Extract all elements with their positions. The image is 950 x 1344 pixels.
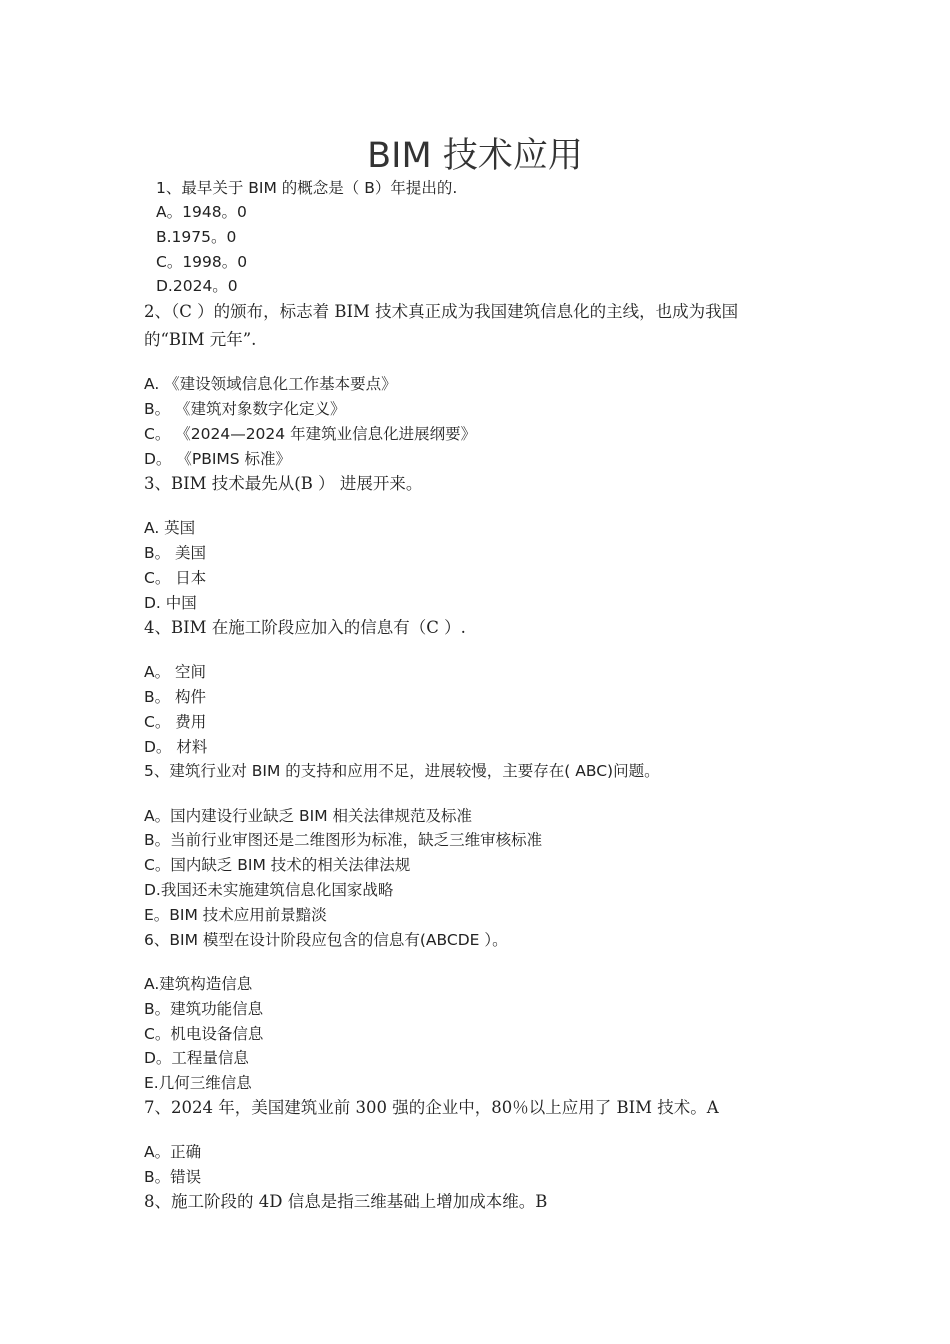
document-title: BIM 技术应用 [367,136,583,176]
question-6: 6、BIM 模型在设计阶段应包含的信息有(ABCDE ）。 [144,931,508,949]
question-8: 8、施工阶段的 4D 信息是指三维基础上增加成本维。B [144,1192,548,1211]
option-line: C。1998。0 [156,253,248,271]
option-line: D。 《PBIMS 标准》 [144,450,292,468]
question-7: 7、2024 年，美国建筑业前 300 强的企业中，80％以上应用了 BIM 技术。A [144,1098,719,1117]
option-line: B。 《建筑对象数字化定义》 [144,400,346,418]
option-line: A. 英国 [144,519,196,537]
option-line: D. 中国 [144,594,197,612]
option-line: A.建筑构造信息 [144,975,253,993]
option-line: E.几何三维信息 [144,1074,252,1092]
option-line: A. 《建设领域信息化工作基本要点》 [144,375,397,393]
option-line: B。 构件 [144,688,207,706]
option-line: B。当前行业审图还是二维图形为标准，缺乏三维审核标准 [144,831,543,849]
question-2-continued: 的“BIM 元年”. [144,330,257,349]
option-line: C。 费用 [144,713,207,731]
option-line: C。 《2024—2024 年建筑业信息化进展纲要》 [144,425,477,443]
question-3: 3、BIM 技术最先从(B ） 进展开来。 [144,474,423,493]
option-line: E。BIM 技术应用前景黯淡 [144,906,327,924]
option-line: A。 空间 [144,663,207,681]
option-line: A。正确 [144,1143,202,1161]
question-4: 4、BIM 在施工阶段应加入的信息有（C ）. [144,618,466,637]
option-line: B。错误 [144,1168,202,1186]
option-line: A。1948。0 [156,203,247,221]
question-5: 5、建筑行业对 BIM 的支持和应用不足，进展较慢，主要存在( ABC)问题。 [144,762,660,780]
option-line: D.我国还未实施建筑信息化国家战略 [144,881,394,899]
option-line: C。机电设备信息 [144,1025,264,1043]
option-line: C。国内缺乏 BIM 技术的相关法律法规 [144,856,411,874]
option-line: A。国内建设行业缺乏 BIM 相关法律规范及标准 [144,807,473,825]
option-line: D。 材料 [144,738,208,756]
question-1: 1、最早关于 BIM 的概念是（ B）年提出的. [156,179,458,197]
question-2: 2、（C ）的颁布，标志着 BIM 技术真正成为我国建筑信息化的主线，也成为我国 [144,302,739,321]
option-line: C。 日本 [144,569,207,587]
option-line: B。 美国 [144,544,207,562]
option-line: D.2024。0 [156,277,238,295]
option-line: B。建筑功能信息 [144,1000,264,1018]
option-line: B.1975。0 [156,228,237,246]
option-line: D。工程量信息 [144,1049,249,1067]
